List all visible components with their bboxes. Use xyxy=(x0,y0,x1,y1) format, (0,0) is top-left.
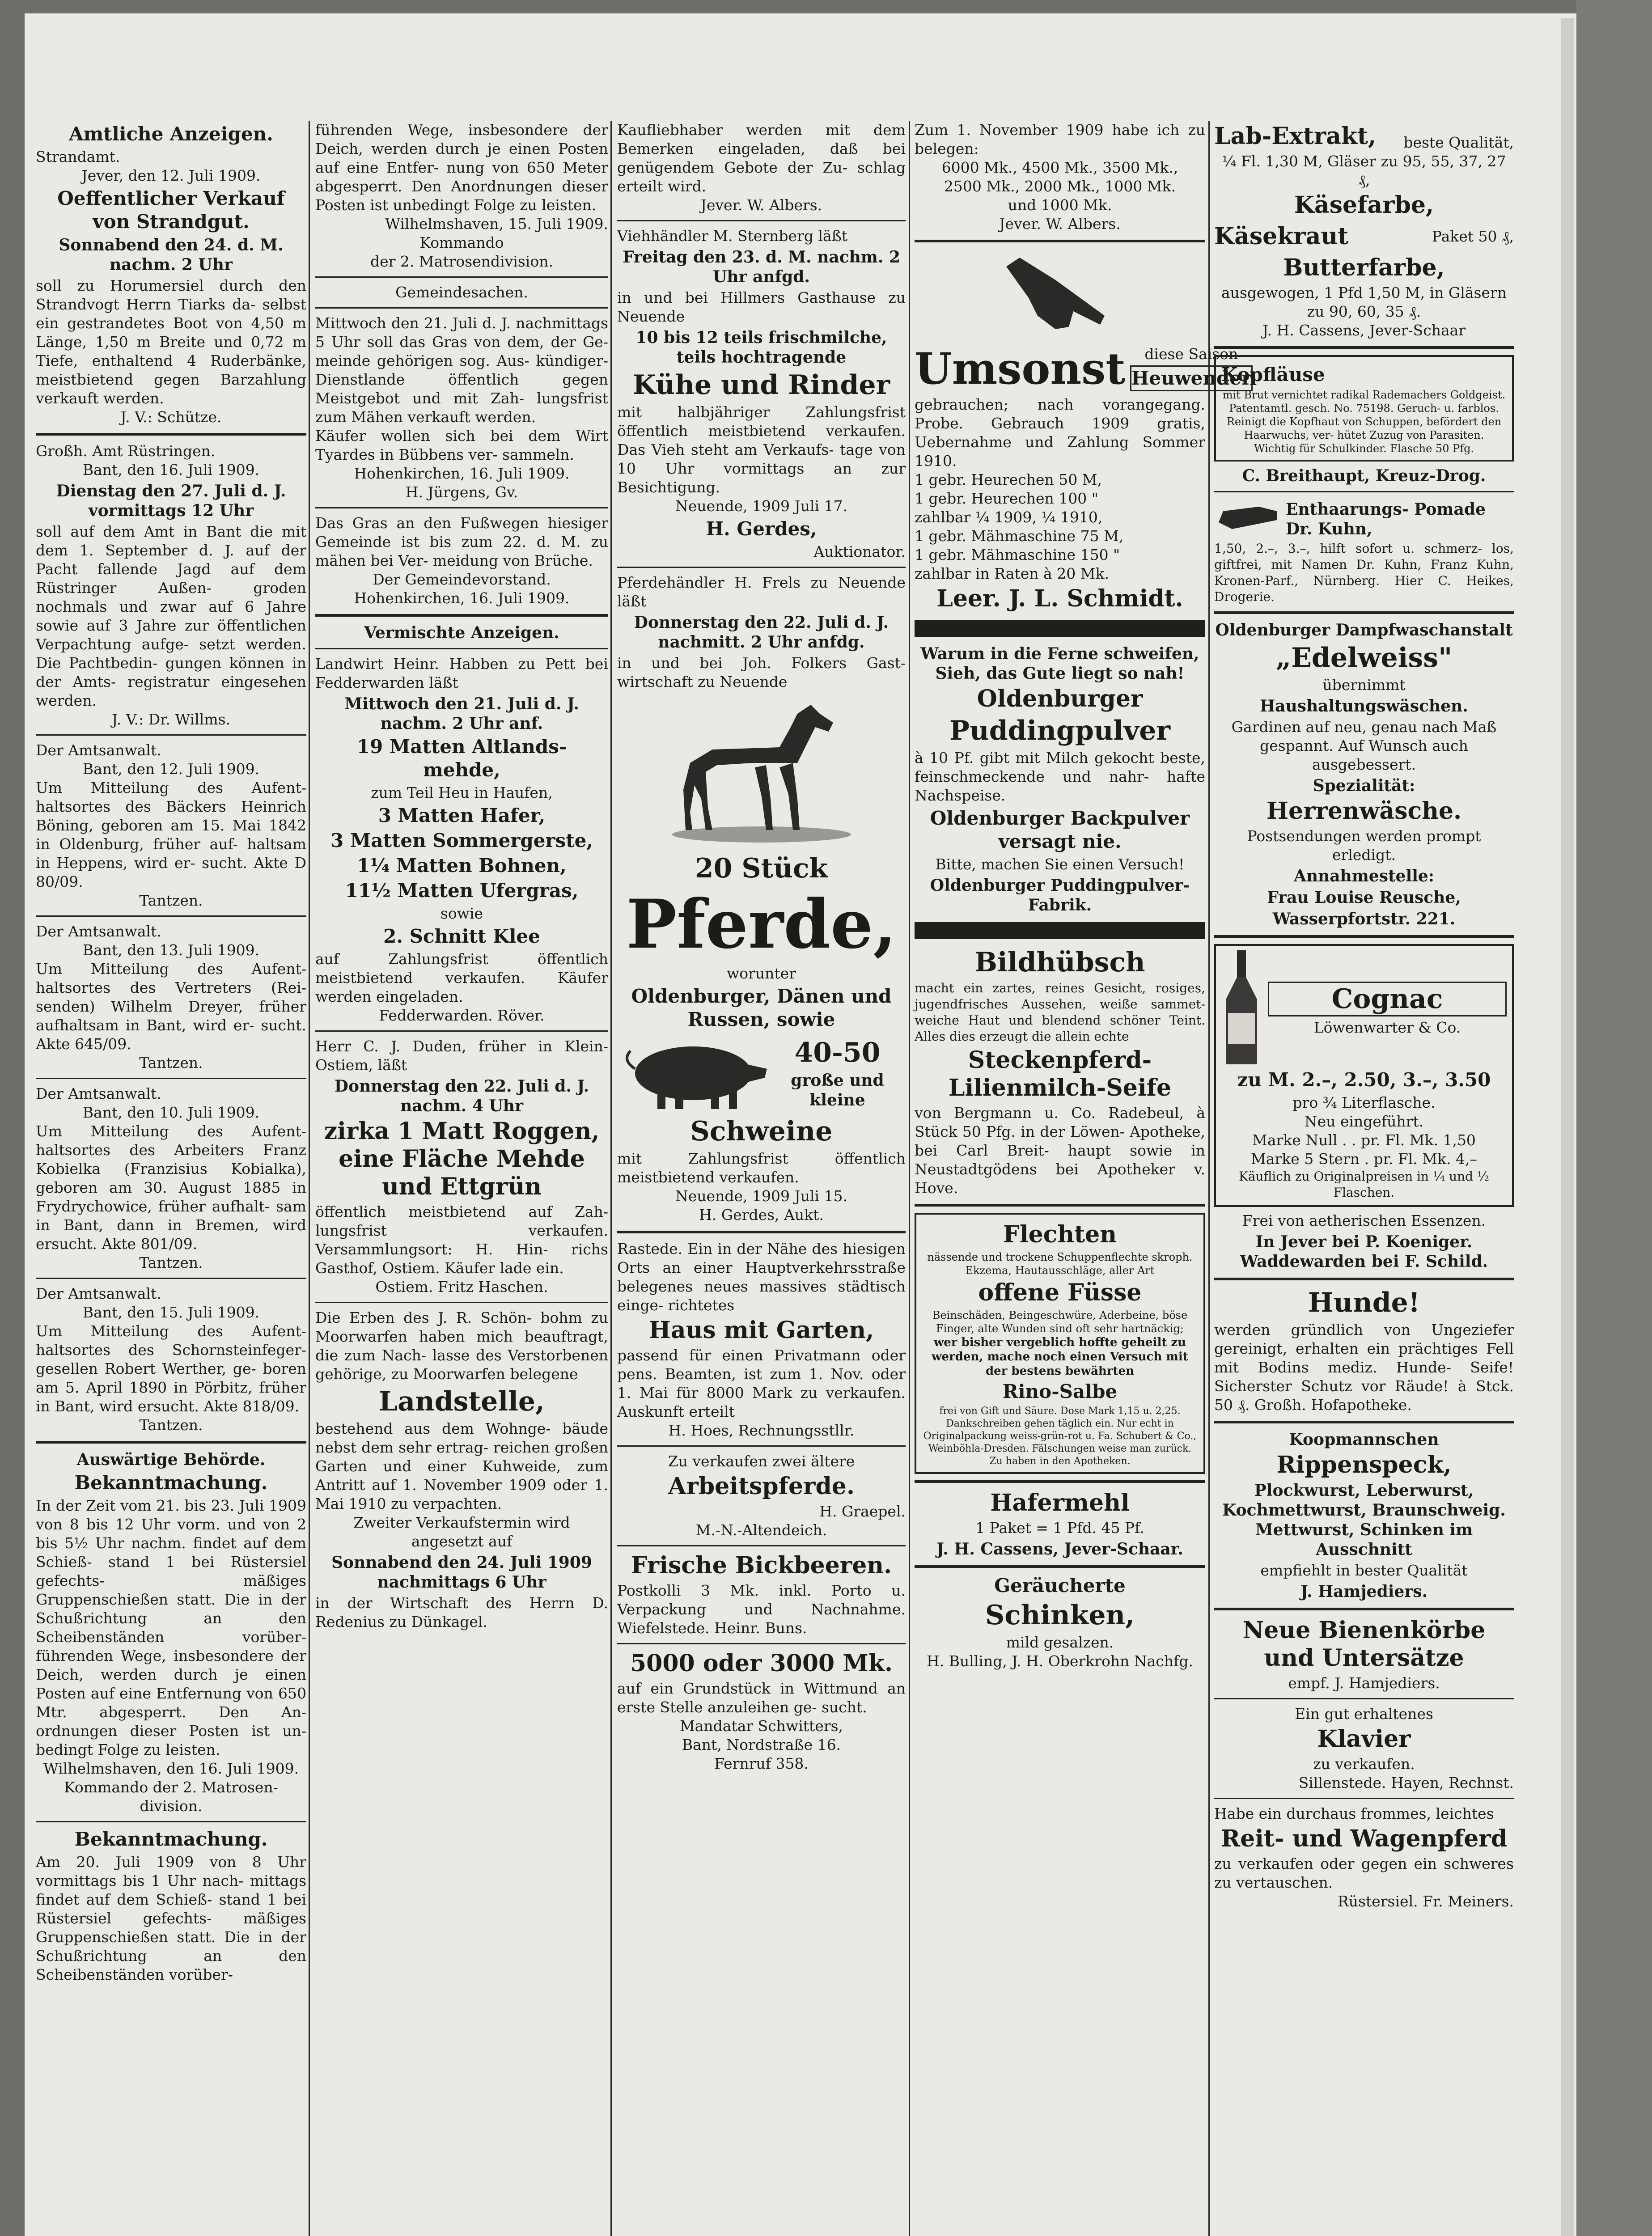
ad-line: Hohenkirchen, 16. Juli 1909. xyxy=(354,465,570,482)
ad-body: soll auf dem Amt in Bant die mit dem 1. September d. J. auf der Pacht fallende Jagd auf dem Rüstringer Außen- groden nochmals und zwar auf 6 Jahre sowie auf 3 Jahre zur öffentlichen Verpachtung aufge- setzt werden. Die Pachtbedin- gungen können in der Amts- registratur eingesehen werden. xyxy=(36,523,306,709)
ad-line: Jever, den 12. Juli 1909. xyxy=(81,167,261,184)
ad-title: Käsekraut xyxy=(1214,223,1349,250)
ad-line: 2500 Mk., 2000 Mk., 1000 Mk. xyxy=(944,178,1176,195)
ad-body: macht ein zartes, reines Gesicht, rosiges, jugendfrisches Aussehen, weiße sammet- weiche Haut und blendend schöner Teint. Alles dies erzeugt die allein echte xyxy=(915,981,1205,1044)
flechten-box xyxy=(915,1213,1205,1474)
horse-illustration xyxy=(663,696,860,848)
ad-date: Sonnabend den 24. Juli 1909 nachmittags 6 Uhr xyxy=(331,1553,592,1592)
ad-signature: H. Graepel. xyxy=(819,1503,906,1520)
ad-body: Gardinen auf neu, genau nach Maß gespannt. Auf Wunsch auch ausgebessert. xyxy=(1231,718,1497,773)
pig-illustration xyxy=(617,1033,769,1114)
ad-count: 40-50 xyxy=(794,1037,881,1068)
ad-line: Der Amtsanwalt. xyxy=(36,741,161,759)
ad-title: Flechten xyxy=(1003,1221,1117,1248)
divider xyxy=(315,307,608,309)
ad-title: Kopfläuse xyxy=(1221,364,1325,385)
divider xyxy=(36,915,306,917)
cognac-box xyxy=(1214,944,1514,1207)
ad-line: Oldenburger, Dänen und Russen, sowie xyxy=(631,985,892,1030)
ad-body: mit Zahlungsfrist öffentlich meistbietend verkaufen. xyxy=(617,1150,906,1186)
kaesekraut-row xyxy=(1214,221,1514,252)
ad-signature: Der Gemeindevorstand. xyxy=(373,571,551,588)
ad-line: Käuflich zu Originalpreisen in ¼ und ½ Flaschen. xyxy=(1238,1169,1490,1200)
ad-signature: H. Jürgens, Gv. xyxy=(405,483,518,501)
column-2 xyxy=(315,121,608,2236)
ad-body: in und bei Joh. Folkers Gast- wirtschaft zu Neuende xyxy=(617,654,906,690)
ad-body: auf Zahlungsfrist öffentlich meistbietend verkaufen. Käufer werden eingeladen. xyxy=(315,950,608,1005)
ad-title: Frische Bickbeeren. xyxy=(631,1552,892,1579)
ad-line: frei von Gift und Säure. Dose Mark 1,15 u. 2,25. Dankschreiben gehen täglich ein. Nur echt in Originalpackung weiss-grün-rot u. Fa. Schubert & Co., Weinböhla-Dresden. Fälschungen weise man zurück. Zu haben in den Apotheken. xyxy=(923,1406,1197,1467)
ad-signature: Tantzen. xyxy=(139,1054,203,1071)
ad-line: Bant, Nordstraße 16. xyxy=(682,1736,841,1753)
ad-title: Reit- und Wagenpferd xyxy=(1220,1825,1508,1852)
ad-title: Neue Bienenkörbe und Untersätze xyxy=(1242,1617,1486,1672)
ad-line: Warum in die Ferne schweifen, Sieh, das Gute liegt so nah! xyxy=(920,644,1199,683)
ad-body: Am 20. Juli 1909 von 8 Uhr vormittags bis 1 Uhr nach- mittags findet auf dem Schieß- stand 1 bei Rüstersiel gefechts- mäßiges Gruppenschießen statt. Die in der Schußrichtung an den Scheibenständen vorüber- xyxy=(36,1853,306,1983)
ad-line: Auktionator. xyxy=(813,543,906,560)
ad-title: Kühe und Rinder xyxy=(632,369,890,401)
divider xyxy=(1214,1421,1514,1423)
ad-line: beste Qualität, xyxy=(1403,134,1514,151)
ad-body: In der Zeit vom 21. bis 23. Juli 1909 von 8 bis 12 Uhr vorm. und von 2 bis 5½ Uhr nachm. findet auf dem Schieß- stand 1 bei Rüstersiel gefechts- mäßiges Gruppenschießen statt. Die in der Schußrichtung an den Scheibenständen vorüber- führenden Wege, insbesondere der Deich, werden durch je einen Posten auf eine Entfernung von 650 Mtr. abgesperrt. Den An- ordnungen dieser Posten ist un- bedingt Folge zu leisten. xyxy=(36,1497,306,1758)
ad-line: Fernruf 358. xyxy=(714,1755,809,1772)
ad-title: Lab-Extrakt, xyxy=(1214,123,1377,150)
ad-signature: M.-N.-Altendeich. xyxy=(695,1521,827,1539)
ad-body: Herr C. J. Duden, früher in Klein-Ostiem, läßt xyxy=(315,1038,608,1074)
section-heading: Amtliche Anzeigen. xyxy=(69,123,273,145)
ad-line: Habe ein durchaus frommes, leichtes xyxy=(1214,1805,1494,1822)
ad-title: Rippenspeck, xyxy=(1276,1451,1452,1478)
ad-body: Viehhändler M. Sternberg läßt xyxy=(617,227,848,245)
divider xyxy=(1214,611,1514,614)
ad-line: und 1000 Mk. xyxy=(1008,196,1112,214)
ad-date: Donnerstag den 22. Juli d. J. nachm. 4 Uhr xyxy=(334,1077,589,1115)
ad-body: führenden Wege, insbesondere der Deich, werden durch je einen Posten auf eine Entfer- nung von 650 Meter abgesperrt. Den Anordnungen dieser Posten ist unbedingt Folge zu leisten. xyxy=(315,121,608,214)
cognac-header xyxy=(1221,950,1507,1067)
ad-line: mild gesalzen. xyxy=(1006,1634,1114,1651)
ad-title: Hunde! xyxy=(1308,1287,1420,1318)
ad-date: Mittwoch den 21. Juli d. J. nachm. 2 Uhr anf. xyxy=(344,695,579,733)
ad-body: in der Wirtschaft des Herrn D. Redenius zu Dünkagel. xyxy=(315,1594,608,1630)
ad-line: zahlbar in Raten à 20 Mk. xyxy=(915,565,1109,582)
ad-title: „Edelweiss" xyxy=(1275,642,1453,673)
ad-signature: Mandatar Schwitters, xyxy=(679,1717,843,1735)
ad-body: in und bei Hillmers Gasthause zu Neuende xyxy=(617,289,906,325)
divider xyxy=(36,1441,306,1444)
ad-body: mit Brut vernichtet radikal Rademachers Goldgeist. Patentamtl. gesch. No. 75198. Geruch- u. farblos. Reinigt die Kopfhaut von Schuppen, befördert den Haarwuchs, ver- hütet Zuzug von Parasiten. Wichtig für Schulkinder. Flasche 50 Pfg. xyxy=(1222,389,1506,455)
ad-line: Der Amtsanwalt. xyxy=(36,1085,161,1102)
divider xyxy=(36,433,306,436)
ad-line: Großh. Amt Rüstringen. xyxy=(36,442,216,460)
ad-line: empfiehlt in bester Qualität xyxy=(1260,1562,1468,1579)
ad-signature: Sillenstede. Hayen, Rechnst. xyxy=(1298,1774,1514,1791)
ad-amtsanwalt-2 xyxy=(36,922,306,1072)
ad-amtsanwalt-3 xyxy=(36,1084,306,1272)
ad-signature: J. V.: Dr. Willms. xyxy=(111,711,231,728)
divider xyxy=(315,1030,608,1032)
ad-signature: Leer. J. L. Schmidt. xyxy=(936,585,1183,612)
divider xyxy=(617,220,906,221)
ad-title: Oldenburger xyxy=(977,685,1143,712)
ad-line: wer bisher vergeblich hoffte geheilt zu werden, mache noch einen Versuch mit der bestens bewährten xyxy=(932,1336,1188,1378)
ad-strandgut xyxy=(36,148,306,427)
divider xyxy=(315,1302,608,1303)
ad-signature: H. Bulling, J. H. Oberkrohn Nachfg. xyxy=(927,1652,1193,1670)
ad-title: Arbeitspferde. xyxy=(668,1473,855,1500)
ad-line: 1 Paket = 1 Pfd. 45 Pf. xyxy=(975,1519,1144,1537)
section-heading: Auswärtige Behörde. xyxy=(76,1450,266,1469)
ad-line: Paket 50 ₰, xyxy=(1432,228,1514,245)
ad-signature: Fedderwarden. Röver. xyxy=(379,1007,545,1024)
ad-title: Schweine xyxy=(690,1116,833,1147)
ad-signature: Oldenburger Puddingpulver-Fabrik. xyxy=(930,876,1190,915)
section-heading: Gemeindesachen. xyxy=(395,284,528,301)
ad-title: Butterfarbe, xyxy=(1283,254,1445,281)
ad-body: soll zu Horumersiel durch den Strandvogt Herrn Tiarks da- selbst ein gestrandetes Boot von 4,50 m Länge, 1,50 m Breite und 0,72 m Tiefe, enthaltend 4 Ruderbänke, meistbietend gegen Barzahlung verkauft werden. xyxy=(36,277,306,407)
divider xyxy=(915,1565,1205,1568)
ad-title: Haus mit Garten, xyxy=(648,1317,874,1344)
lab-row xyxy=(1214,121,1514,152)
ad-title: Schinken, xyxy=(985,1600,1135,1631)
ad-line: Ein gut erhaltenes xyxy=(1295,1705,1433,1723)
ad-title: Pferde, xyxy=(626,885,897,964)
ad-body: Kaufliebhaber werden mit dem Bemerken eingeladen, daß bei genügendem Gebote der Zu- schlag erteilt wird. xyxy=(617,121,906,195)
ad-title: Enthaarungs- Pomade Dr. Kuhn, xyxy=(1286,500,1486,538)
ad-amtsanwalt-1 xyxy=(36,741,306,910)
ad-signature: Ostiem. Fritz Haschen. xyxy=(375,1278,548,1296)
ad-line: Zu verkaufen zwei ältere xyxy=(668,1453,855,1470)
ad-title: Cognac xyxy=(1268,982,1507,1016)
ad-line: Annahmestelle: xyxy=(1293,867,1435,885)
ad-body: Landwirt Heinr. Habben zu Pett bei Fedderwarden läßt xyxy=(315,655,608,691)
ad-line: nässende und trockene Schuppenflechte skroph. Ekzema, Hautausschläge, aller Art xyxy=(927,1251,1193,1277)
divider-bar xyxy=(915,922,1205,939)
divider xyxy=(36,1821,306,1822)
ad-item: 3 Matten Hafer, xyxy=(378,805,546,826)
ad-line: 6000 Mk., 4500 Mk., 3500 Mk., xyxy=(941,159,1178,176)
column-1 xyxy=(36,121,306,2236)
ad-signature: Tantzen. xyxy=(139,1416,203,1434)
ad-price: zu M. 2.–, 2.50, 3.–, 3.50 xyxy=(1237,1069,1491,1091)
ad-jagd xyxy=(36,442,306,729)
ad-title: Käsefarbe, xyxy=(1294,191,1434,219)
column-3 xyxy=(617,121,906,2236)
ad-body: zu verkaufen oder gegen ein schweres zu vertauschen. xyxy=(1214,1855,1514,1891)
ad-item: 3 Matten Sommergerste, xyxy=(330,830,593,851)
ad-bekanntmachung-2 xyxy=(36,1828,306,1984)
pointing-hand-icon xyxy=(1002,249,1118,338)
ad-line: Neu eingeführt. xyxy=(1304,1113,1424,1130)
ad-line: Bitte, machen Sie einen Versuch! xyxy=(935,855,1185,873)
bottle-icon xyxy=(1221,950,1262,1067)
ad-line: zahlbar ¼ 1909, ¼ 1910, xyxy=(915,508,1103,526)
ad-body: Rastede. Ein in der Nähe des hiesigen Orts an einer Hauptverkehrsstraße belegenes neues massives städtisch einge- richtetes xyxy=(617,1240,906,1314)
ad-signature: Jever. W. Albers. xyxy=(999,215,1121,233)
divider xyxy=(1214,935,1514,938)
ad-item: 2. Schnitt Klee xyxy=(383,925,540,947)
ad-signature: H. Hoes, Rechnungsstllr. xyxy=(668,1422,855,1439)
ad-signature: Kommando xyxy=(419,234,504,251)
ad-line: diese Saison xyxy=(1144,345,1238,363)
divider xyxy=(315,507,608,508)
ad-line: 1 gebr. Mähmaschine 75 M, xyxy=(915,527,1124,545)
ad-signature: In Jever bei P. Koeniger. Waddewarden bei F. Schild. xyxy=(1240,1232,1488,1271)
ad-date: Sonnabend den 24. d. M. nachm. 2 Uhr xyxy=(59,236,284,274)
pointing-hand-icon xyxy=(1214,498,1281,538)
divider xyxy=(36,1278,306,1279)
ad-body: Mittwoch den 21. Juli d. J. nachmittags 5 Uhr soll das Gras von dem, der Ge- meinde gehörigen sog. Aus- kündiger-Dienstlande öffentlich gegen Meistgebot und mit Zah- lungsfrist zum Mähen verkauft werden. xyxy=(315,314,608,426)
ad-line: Bant, den 10. Juli 1909. xyxy=(82,1104,260,1121)
column-rule xyxy=(1208,121,1210,2236)
pig-row xyxy=(617,1033,906,1114)
ad-amtsanwalt-4 xyxy=(36,1284,306,1435)
ad-date: Donnerstag den 22. Juli d. J. nachmitt. 2 Uhr anfdg. xyxy=(634,613,889,652)
column-rule xyxy=(909,121,910,2236)
ad-body: Pferdehändler H. Frels zu Neuende läßt xyxy=(617,574,906,610)
ad-body: gebrauchen; nach vorangegang. Probe. Gebrauch 1909 gratis, Uebernahme und Zahlung Sommer 1910. xyxy=(915,396,1205,470)
ad-line: 1 gebr. Heurechen 100 " xyxy=(915,490,1098,507)
ad-title: Oldenburger Backpulver versagt nie. xyxy=(930,807,1190,852)
ad-title: Umsonst xyxy=(915,343,1126,394)
ad-body: Käufer wollen sich bei dem Wirt Tyardes in Bübbens ver- sammeln. xyxy=(315,427,608,463)
ad-body: 1,50, 2.–, 3.–, hilft sofort u. schmerz- los, giftfrei, mit Namen Dr. Kuhn, Franz Kuhn, Kronen-Parf., Nürnberg. Hier C. Heikes, Drogerie. xyxy=(1214,541,1514,604)
ad-title: Steckenpferd- Lilienmilch-Seife xyxy=(948,1046,1172,1101)
ad-line: 1 gebr. Mähmaschine 150 " xyxy=(915,546,1120,563)
column-4 xyxy=(915,121,1252,2236)
ad-title: Herrenwäsche. xyxy=(1266,797,1462,825)
ad-signature: J. H. Cassens, Jever-Schaar. xyxy=(936,1540,1183,1558)
ad-title: Klavier xyxy=(1317,1725,1411,1753)
ad-line: Postsendungen werden prompt erledigt. xyxy=(1247,827,1481,864)
enthaarung-row xyxy=(1214,498,1514,541)
ad-signature: Tantzen. xyxy=(139,892,203,909)
ad-line: Koopmannschen xyxy=(1289,1430,1439,1449)
divider xyxy=(1214,1608,1514,1610)
ad-title: Puddingpulver xyxy=(949,715,1171,746)
ad-line: Marke Null . . pr. Fl. Mk. 1,50 xyxy=(1252,1131,1476,1149)
divider xyxy=(36,1078,306,1079)
divider xyxy=(1214,1698,1514,1699)
ad-title: Geräucherte xyxy=(994,1575,1126,1597)
ad-line: Neuende, 1909 Juli 15. xyxy=(675,1187,848,1205)
ad-body: Das Gras an den Fußwegen hiesiger Gemeinde ist bis zum 22. d. M. zu mähen bei Ver- meidung von Brüche. xyxy=(315,514,608,569)
ad-body: mit halbjähriger Zahlungsfrist öffentlich meistbietend verkaufen. Das Vieh steht am Verkaufs- tage von 10 Uhr vormittags an zur Besichtigung. xyxy=(617,403,906,496)
divider xyxy=(915,240,1205,242)
ad-body: öffentlich meistbietend auf Zah- lungsfrist verkaufen. Versammlungsort: H. Hin- richs Gasthof, Ostiem. Käufer lade ein. xyxy=(315,1203,608,1277)
ad-body: Postkolli 3 Mk. inkl. Porto u. Verpackung und Nachnahme. Wiefelstede. Heinr. Buns. xyxy=(617,1582,906,1637)
ad-line: Neuende, 1909 Juli 17. xyxy=(675,497,848,515)
ad-line: Haushaltungswäschen. xyxy=(1260,697,1468,716)
ad-body: Um Mitteilung des Aufent- haltsortes des Schornsteinfeger- gesellen Robert Werther, ge- boren am 5. April 1890 in Pörbitz, früher in Bant, wird ersucht. Akte 818/09. xyxy=(36,1322,306,1415)
ad-body: Um Mitteilung des Aufent- haltsortes des Bäckers Heinrich Böning, geboren am 15. Mai 1842 in Oldenburg, früher auf- haltsam in Heppens, wird er- sucht. Akte D 80/09. xyxy=(36,779,306,890)
ad-line: Wilhelmshaven, 15. Juli 1909. xyxy=(385,215,608,233)
ad-body: Die Erben des J. R. Schön- bohm zu Moorwarfen haben mich beauftragt, die zum Nach- lasse des Verstorbenen gehörige, zu Moorwarfen belegene xyxy=(315,1309,608,1383)
ad-line: zu verkaufen. xyxy=(1313,1755,1415,1773)
ad-line: Bant, den 15. Juli 1909. xyxy=(82,1304,260,1321)
divider xyxy=(1214,1278,1514,1280)
ad-line: Zweiter Verkaufstermin wird angesetzt auf xyxy=(353,1514,570,1550)
ad-line: sowie xyxy=(440,905,483,922)
ad-item: Heuwender xyxy=(1130,365,1253,391)
divider xyxy=(315,614,608,617)
ad-body: Zum 1. November 1909 habe ich zu belegen: xyxy=(915,121,1205,157)
column-rule xyxy=(309,121,310,2236)
ad-item: zirka 1 Matt Roggen, eine Fläche Mehde und Ettgrün xyxy=(324,1118,600,1200)
ad-line: Plockwurst, Leberwurst, Kochmettwurst, Braunschweig. Mettwurst, Schinken im Ausschnitt xyxy=(1222,1481,1506,1559)
umsonst-row xyxy=(915,343,1252,395)
ad-title: offene Füsse xyxy=(978,1279,1142,1306)
ad-line: Frei von aetherischen Essenzen. xyxy=(1242,1212,1486,1229)
ad-signature: Kommando der 2. Matrosen- division. xyxy=(64,1779,278,1815)
divider xyxy=(1214,491,1514,492)
section-heading: Vermischte Anzeigen. xyxy=(364,623,559,642)
ad-item: 11½ Matten Ufergras, xyxy=(345,880,579,902)
ad-signature: C. Breithaupt, Kreuz-Drog. xyxy=(1242,466,1486,485)
ad-title: Rino-Salbe xyxy=(1002,1381,1118,1402)
ad-title: Oeffentlicher Verkauf von Strandgut. xyxy=(57,187,285,233)
ad-line: ¼ Fl. 1,30 M, Gläser zu 95, 55, 37, 27 ₰, xyxy=(1222,152,1506,189)
scanner-margin xyxy=(1576,0,1652,2236)
ad-signature: Rüstersiel. Fr. Meiners. xyxy=(1337,1893,1514,1910)
ad-line: ausgewogen, 1 Pfd 1,50 M, in Gläsern zu 90, 60, 35 ₰. xyxy=(1221,284,1507,320)
ad-bekanntmachung-1 xyxy=(36,1471,306,1816)
ad-line: 10 bis 12 teils frischmilche, teils hochtragende xyxy=(635,328,887,367)
divider xyxy=(617,567,906,568)
ad-signature: Frau Louise Reusche, xyxy=(1267,888,1461,907)
ad-item: 19 Matten Altlands- mehde, xyxy=(356,736,567,781)
ad-date: Dienstag den 27. Juli d. J. vormittags 12 Uhr xyxy=(56,482,286,520)
kopflaeuse-box xyxy=(1214,355,1514,462)
ad-line: zum Teil Heu in Haufen, xyxy=(371,784,553,801)
ad-body: bestehend aus dem Wohnge- bäude nebst dem sehr ertrag- reichen großen Garten und einer Kuhweide, zum Antritt auf 1. November 1909 oder 1. Mai 1910 zu verpachten. xyxy=(315,1420,608,1512)
ad-line: Löwenwarter & Co. xyxy=(1313,1019,1461,1036)
divider xyxy=(617,1445,906,1447)
ad-signature: Jever. W. Albers. xyxy=(700,196,822,214)
ad-body: passend für einen Privatmann oder pens. Beamten, ist zum 1. Nov. oder 1. Mai für 8000 Mark zu verkaufen. Auskunft erteilt xyxy=(617,1347,906,1420)
ad-signature: der 2. Matrosendivision. xyxy=(370,253,553,270)
ad-line: Bant, den 16. Juli 1909. xyxy=(82,461,260,479)
ad-line: Strandamt. xyxy=(36,148,120,165)
ad-line: worunter xyxy=(727,965,796,982)
ad-line: Wasserpfortstr. 221. xyxy=(1272,910,1456,928)
ad-body: à 10 Pf. gibt mit Milch gekocht beste, feinschmeckende und nahr- hafte Nachspeise. xyxy=(915,749,1205,804)
ad-signature: empf. J. Hamjediers. xyxy=(1288,1674,1440,1692)
ad-body: Um Mitteilung des Aufent- haltsortes des Vertreters (Rei- senden) Wilhelm Dreyer, früher aufhaltsam in Bant, wird er- sucht. Akte 645/09. xyxy=(36,960,306,1053)
ad-body: Um Mitteilung des Aufent- haltsortes des Arbeiters Franz Kobielka (Franzisius Kobialka), geboren am 30. August 1885 in Frydrychowice, früher aufhalt- sam in Bant, dann in Bremen, wird ersucht. Akte 801/09. xyxy=(36,1122,306,1253)
ad-line: Wilhelmshaven, den 16. Juli 1909. xyxy=(43,1760,299,1777)
ad-line: Hohenkirchen, 16. Juli 1909. xyxy=(354,589,570,607)
divider xyxy=(315,276,608,278)
page-edge xyxy=(1561,18,1574,2236)
ad-line: Der Amtsanwalt. xyxy=(36,923,161,940)
ad-line: übernimmt xyxy=(1322,676,1406,694)
ad-title: Hafermehl xyxy=(990,1489,1130,1516)
ad-body: von Bergmann u. Co. Radebeul, à Stück 50 Pfg. in der Löwen- Apotheke, bei Carl Breit- haupt sowie in Neustadtgödens bei Apotheker v. Hove. xyxy=(915,1104,1205,1197)
divider xyxy=(617,1545,906,1546)
ad-signature: J. V.: Schütze. xyxy=(120,408,222,426)
ad-line: 1 gebr. Heurechen 50 M, xyxy=(915,471,1102,488)
ad-line: pro ¾ Literflasche. xyxy=(1292,1094,1436,1111)
divider xyxy=(617,1231,906,1233)
divider xyxy=(36,734,306,736)
ad-line: Bant, den 13. Juli 1909. xyxy=(82,941,260,959)
divider-bar xyxy=(915,620,1205,637)
ad-body: auf ein Grundstück in Wittmund an erste Stelle anzuleihen ge- sucht. xyxy=(617,1680,906,1716)
ad-title: Landstelle, xyxy=(379,1386,545,1417)
divider xyxy=(1214,1798,1514,1799)
ad-line: große und kleine xyxy=(791,1071,884,1110)
ad-title: Oldenburger Dampfwaschanstalt xyxy=(1215,621,1513,639)
divider xyxy=(617,1643,906,1644)
ad-line: Der Amtsanwalt. xyxy=(36,1285,161,1302)
ad-item: 1¼ Matten Bohnen, xyxy=(357,855,567,877)
ad-line: Beinschäden, Beingeschwüre, Aderbeine, böse Finger, alte Wunden sind oft sehr hartnäckig; xyxy=(932,1309,1188,1335)
divider xyxy=(315,648,608,649)
ad-signature: J. H. Cassens, Jever-Schaar xyxy=(1262,322,1466,339)
column-5 xyxy=(1214,121,1514,2236)
ad-line: Bant, den 12. Juli 1909. xyxy=(82,760,260,778)
ad-title: Bildhübsch xyxy=(974,947,1145,978)
divider xyxy=(915,1204,1205,1207)
ad-signature: H. Gerdes, Aukt. xyxy=(699,1206,824,1224)
ad-signature: H. Gerdes, xyxy=(706,518,817,540)
ad-signature: J. Hamjediers. xyxy=(1300,1582,1428,1601)
ad-title: Bekanntmachung. xyxy=(74,1828,268,1850)
ad-body: werden gründlich von Ungeziefer gereinigt, erhalten ein prächtiges Fell mit Bodins mediz. Hunde- Seife! Sicherster Schutz vor Räude! à Stck. 50 ₰. Großh. Hofapotheke. xyxy=(1214,1321,1514,1414)
ad-title: 20 Stück xyxy=(695,853,828,884)
divider xyxy=(915,1480,1205,1483)
ad-line: Spezialität: xyxy=(1313,776,1415,795)
column-rule xyxy=(610,121,612,2236)
ad-signature: Tantzen. xyxy=(139,1254,203,1271)
ad-date: Freitag den 23. d. M. nachm. 2 Uhr anfgd. xyxy=(622,248,901,286)
ad-line: Marke 5 Stern . pr. Fl. Mk. 4,– xyxy=(1250,1150,1478,1168)
ad-title: 5000 oder 3000 Mk. xyxy=(630,1650,893,1677)
ad-title: Bekanntmachung. xyxy=(74,1472,268,1494)
divider xyxy=(1214,346,1514,349)
